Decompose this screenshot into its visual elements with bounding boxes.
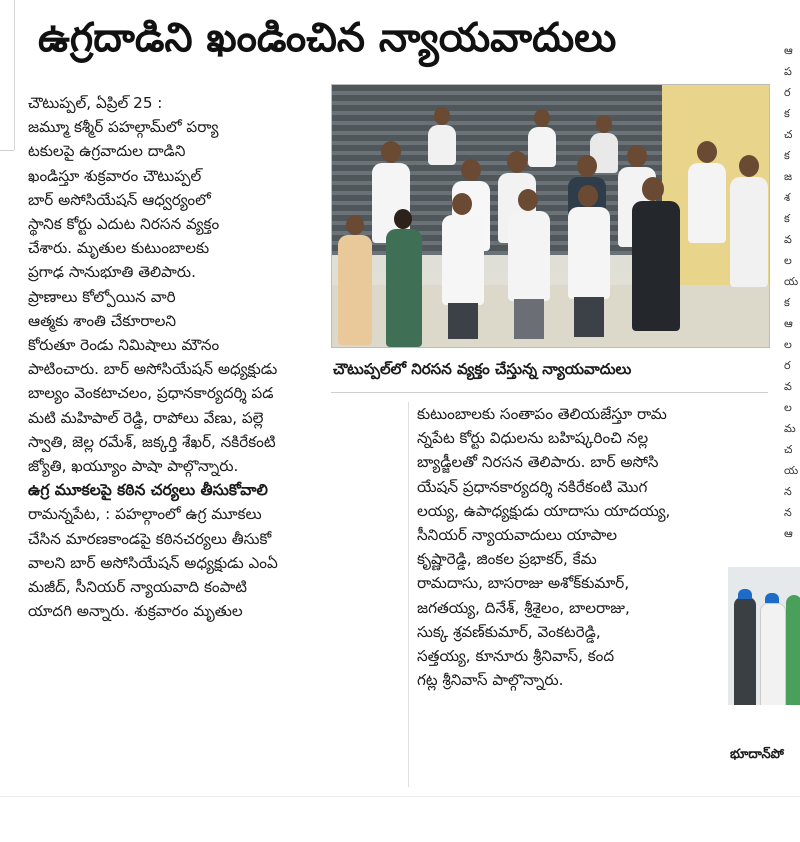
protest-photo (331, 84, 770, 348)
dateline-line: చౌటుప్పల్, ఏప్రిల్ 25 : (28, 94, 163, 112)
adjacent-photo-caption: భూదాన్‌పో (730, 747, 784, 762)
edge-glyph: య (784, 275, 799, 288)
body-line: జమ్మూ కశ్మీర్ పహల్గామ్‌లో పర్యా (28, 118, 219, 137)
body-line: స్వాతి, జెల్ల రమేశ్, జక్కర్తి శేఖర్, నకిరేకంటి (28, 432, 276, 451)
left-margin-rule (14, 0, 15, 150)
edge-glyph: మ (784, 422, 796, 435)
adjacent-column-edge (784, 40, 800, 560)
edge-glyph: ల (784, 401, 792, 414)
article-headline: ఉగ్రదాడిని ఖండించిన న్యాయవాదులు (38, 15, 617, 61)
edge-glyph: ఆ (784, 317, 793, 330)
body-line: జ్యోతి, ఖయ్యూం పాషా పాల్గొన్నారు. (28, 457, 239, 476)
body-line: సీనియర్ న్యాయవాదులు యాపాల (417, 526, 618, 545)
body-line: పాటించారు. బార్ అసోసియేషన్ అధ్యక్షుడు (28, 360, 278, 379)
edge-glyph: వ (784, 233, 792, 246)
body-line: న్నపేట కోర్టు విధులను బహిష్కరించి నల్ల (417, 429, 649, 448)
body-line: బార్ అసోసియేషన్ ఆధ్వర్యంలో (28, 190, 211, 209)
column-divider (408, 402, 409, 787)
body-line: లయ్య, ఉపాధ్యక్షుడు యాదాసు యాదయ్య, (417, 501, 671, 520)
body-line: బాల్యం వెంకటాచలం, ప్రధానకార్యదర్శి పడ (28, 384, 274, 403)
body-line: ఆత్మకు శాంతి చేకూరాలని (28, 311, 177, 330)
body-line: యాదగి అన్నారు. శుక్రవారం మృతుల (28, 602, 243, 621)
edge-glyph: క (784, 149, 790, 162)
body-line: జగతయ్య, దినేశ్, శ్రీశైలం, బాలరాజు, (417, 598, 630, 617)
body-line: సుక్క శ్రవణ్‌కుమార్, వెంకటరెడ్డి, (417, 622, 601, 641)
edge-glyph: ఆ (784, 44, 793, 57)
body-line: ఖండిస్తూ శుక్రవారం చౌటుప్పల్ (28, 166, 202, 185)
edge-glyph: న (784, 506, 792, 519)
left-margin-tick (0, 150, 14, 151)
body-line: సత్తయ్య, కూనూరు శ్రీనివాస్, కంద (417, 647, 615, 666)
body-line: వాలని బార్ అసోసియేషన్ అధ్యక్షుడు ఎంఏ (28, 553, 278, 572)
edge-glyph: ల (784, 254, 792, 267)
caption-divider (331, 392, 768, 393)
body-line: స్థానిక కోర్టు ఎదుట నిరసన వ్యక్తం (28, 215, 220, 234)
edge-glyph: శ (784, 191, 791, 204)
body-line: టకులపై ఉగ్రవాదుల దాడిని (28, 142, 186, 161)
body-line: కోరుతూ రెండు నిమిషాలు మౌనం (28, 336, 220, 355)
article-subheading: ఉగ్ర మూకలపై కఠిన చర్యలు తీసుకోవాలి (28, 481, 268, 500)
edge-glyph: క (784, 296, 790, 309)
body-line: బ్యాడ్జీలతో నిరసన తెలిపారు. బార్ అసోసి (417, 453, 659, 472)
photo-caption: చౌటుప్పల్‌లో నిరసన వ్యక్తం చేస్తున్న న్యాయవాదులు (333, 360, 632, 378)
body-line: రామదాసు, బాసరాజు అశోక్‌కుమార్, (417, 574, 630, 593)
edge-glyph: క (784, 212, 790, 225)
edge-glyph: ర (784, 86, 791, 99)
body-line: మటి మహిపాల్ రెడ్డి, రాపోలు వేణు, పల్లె (28, 408, 264, 427)
edge-glyph: ల (784, 338, 792, 351)
body-line: యేషన్ ప్రధానకార్యదర్శి నకిరేకంటి మొగ (417, 477, 648, 496)
body-line: గట్ల శ్రీనివాస్ పాల్గొన్నారు. (417, 671, 564, 690)
body-line: రామన్నపేట, : పహల్గాంలో ఉగ్ర మూకలు (28, 505, 262, 524)
article-column-2 (417, 402, 754, 692)
edge-glyph: ర (784, 359, 791, 372)
edge-glyph: చ (784, 443, 793, 456)
edge-glyph: జ (784, 170, 793, 183)
body-line: ప్రగాఢ సానుభూతి తెలిపారు. (28, 263, 196, 282)
edge-glyph: ప (784, 65, 792, 78)
body-line: ప్రాణాలు కోల్పోయిన వారి (28, 287, 176, 306)
edge-glyph: చ (784, 128, 793, 141)
body-line: కృష్ణారెడ్డి, జింకల ప్రభాకర్, కేమ (417, 550, 597, 569)
edge-glyph: వ (784, 380, 792, 393)
edge-glyph: ఆ (784, 527, 793, 540)
edge-glyph: న (784, 485, 792, 498)
body-line: కుటుంబాలకు సంతాపం తెలియజేస్తూ రామ (417, 405, 667, 423)
page-bottom-rule (0, 796, 800, 797)
body-line: మజీద్, సీనియర్ న్యాయవాది కంపాటి (28, 578, 247, 597)
edge-glyph: క (784, 107, 790, 120)
adjacent-article-photo (728, 567, 800, 705)
edge-glyph: య (784, 464, 799, 477)
body-line: చేశారు. మృతుల కుటుంబాలకు (28, 239, 210, 258)
body-line: చేసిన మారణకాండపై కఠినచర్యలు తీసుకో (28, 529, 272, 548)
